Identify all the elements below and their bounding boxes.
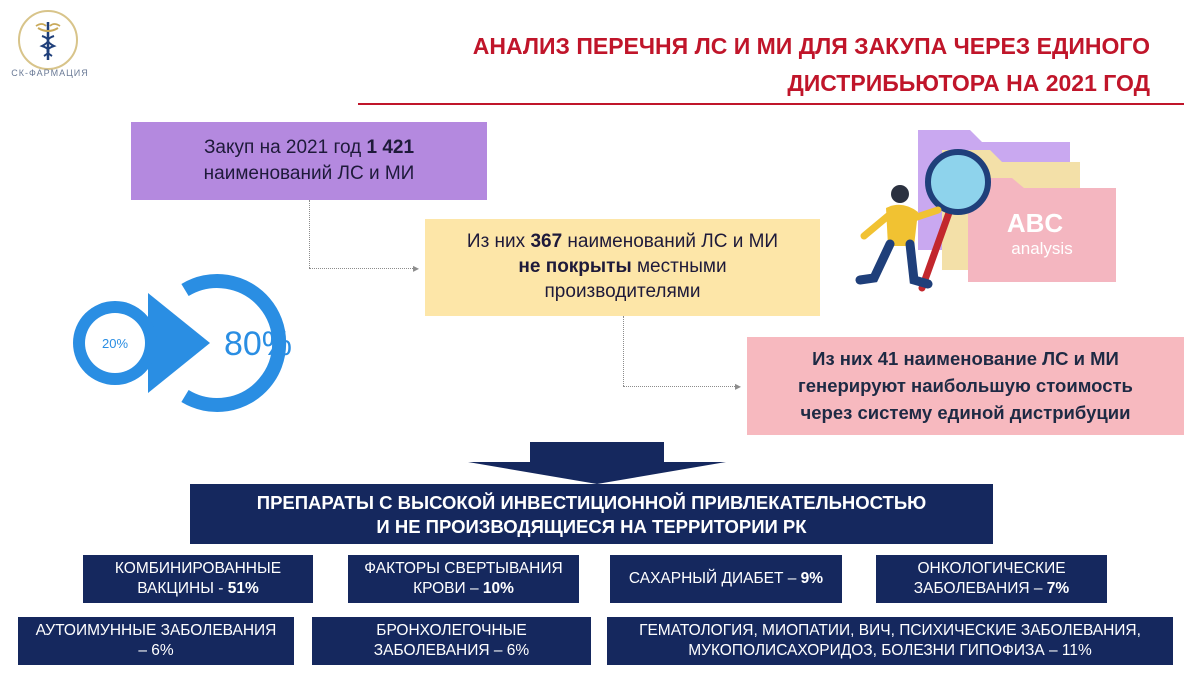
purchase-text: Закуп на 2021 год — [203, 137, 367, 158]
triangle-arrow-icon — [148, 293, 210, 393]
not-covered-box — [425, 219, 820, 316]
category-label: ФАКТОРЫ СВЕРТЫВАНИЯ — [364, 560, 563, 577]
logo-text: СК-ФАРМАЦИЯ — [11, 68, 89, 78]
not-covered-text: наименований ЛС и МИ — [562, 231, 779, 252]
category-label: КРОВИ – — [413, 580, 483, 597]
not-covered-text: Из них — [466, 231, 531, 252]
abc-label: ABC — [1006, 208, 1064, 238]
connector-line — [623, 386, 739, 387]
category-percent: 7% — [1046, 580, 1070, 597]
not-covered-emphasis: не покрыты — [518, 256, 632, 277]
arrow-right-icon: ▸ — [735, 379, 742, 393]
category-oncology — [876, 555, 1107, 603]
top-cost-line: генерируют наибольшую стоимость — [798, 375, 1133, 396]
top-cost-box — [747, 337, 1184, 435]
not-covered-text: производителями — [544, 281, 701, 302]
down-arrow-icon — [468, 442, 726, 484]
purchase-total-box — [131, 122, 487, 200]
caduceus-icon — [20, 12, 76, 68]
category-label: САХАРНЫЙ ДИАБЕТ – — [628, 570, 801, 587]
purchase-subtext: наименований ЛС и МИ — [203, 163, 415, 184]
title-underline — [358, 103, 1184, 105]
pareto-graphic — [70, 268, 330, 418]
top-cost-line: Из них 41 наименование ЛС и МИ — [812, 348, 1119, 369]
pareto-large-label: 80% — [223, 325, 293, 363]
category-bronchopulmonary — [312, 617, 591, 665]
not-covered-count: 367 — [530, 231, 563, 252]
category-label: КОМБИНИРОВАННЫЕ — [114, 560, 282, 577]
category-blood-coagulation — [348, 555, 579, 603]
category-label: БРОНХОЛЕГОЧНЫЕ — [376, 622, 527, 639]
category-label: МУКОПОЛИСАХОРИДОЗ, БОЛЕЗНИ ГИПОФИЗА – 11% — [688, 642, 1092, 659]
category-label: ГЕМАТОЛОГИЯ, МИОПАТИИ, ВИЧ, ПСИХИЧЕСКИЕ ЗАБОЛЕВАНИЯ, — [639, 622, 1141, 639]
category-other-diseases — [607, 617, 1173, 665]
person-head-icon — [891, 185, 909, 203]
not-covered-text: местными — [631, 256, 727, 277]
pareto-small-label: 20% — [101, 336, 129, 351]
arrow-right-icon: ▸ — [413, 261, 420, 275]
category-combined-vaccines — [83, 555, 313, 603]
company-logo — [18, 10, 78, 70]
magnifier-icon — [928, 152, 988, 212]
category-label: ВАКЦИНЫ - — [137, 580, 228, 597]
page-title — [360, 28, 1150, 102]
category-percent: 10% — [482, 580, 514, 597]
banner-line-2: И НЕ ПРОИЗВОДЯЩИЕСЯ НА ТЕРРИТОРИИ РК — [376, 516, 807, 537]
connector-line — [309, 200, 310, 268]
analysis-label: analysis — [1011, 239, 1073, 258]
banner-line-1: ПРЕПАРАТЫ С ВЫСОКОЙ ИНВЕСТИЦИОННОЙ ПРИВЛЕКАТЕЛЬНОСТЬЮ — [256, 492, 927, 513]
connector-line — [623, 316, 624, 386]
top-cost-line: через систему единой дистрибуции — [800, 402, 1131, 423]
abc-analysis-illustration — [830, 120, 1130, 300]
person-legs-icon — [860, 244, 928, 284]
title-line-2: ДИСТРИБЬЮТОРА НА 2021 ГОД — [787, 70, 1150, 96]
category-autoimmune — [18, 617, 294, 665]
purchase-count: 1 421 — [366, 137, 415, 158]
category-label: АУТОИМУННЫЕ ЗАБОЛЕВАНИЯ — [35, 622, 277, 639]
category-diabetes — [610, 555, 842, 603]
investment-banner — [190, 484, 993, 544]
category-percent: 9% — [800, 570, 824, 587]
title-line-1: АНАЛИЗ ПЕРЕЧНЯ ЛС И МИ ДЛЯ ЗАКУПА ЧЕРЕЗ ЕДИНОГО — [472, 33, 1150, 59]
category-percent: 51% — [227, 580, 259, 597]
category-label: – 6% — [138, 642, 174, 659]
category-label: ЗАБОЛЕВАНИЯ – 6% — [373, 642, 530, 659]
category-label: ОНКОЛОГИЧЕСКИЕ — [917, 560, 1066, 577]
category-label: ЗАБОЛЕВАНИЯ – — [913, 580, 1047, 597]
